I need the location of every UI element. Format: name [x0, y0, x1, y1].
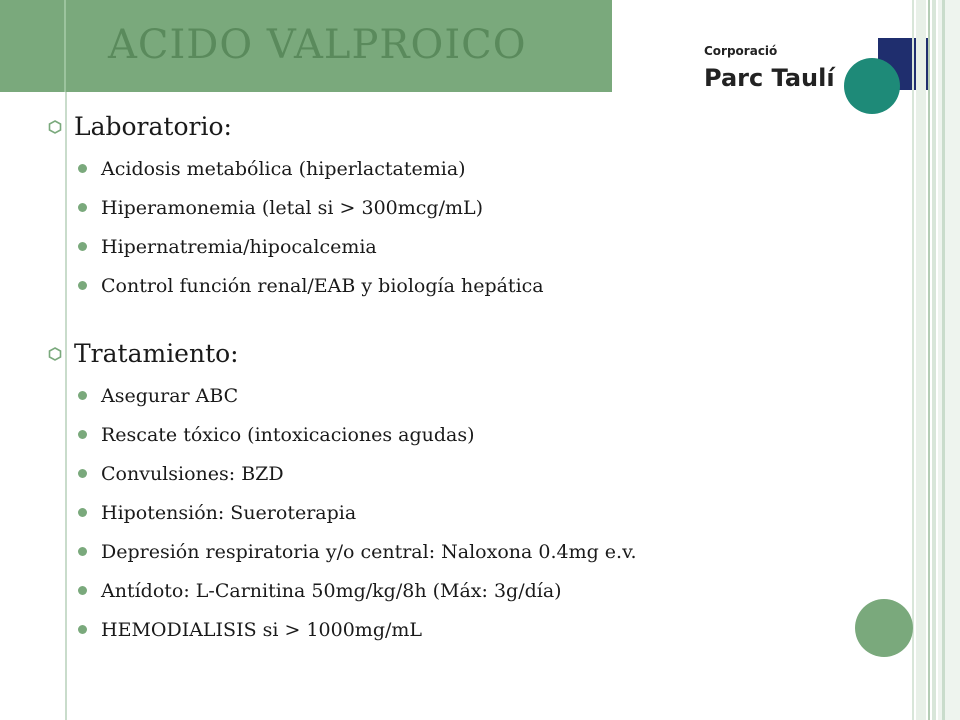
list-item-text: Asegurar ABC: [101, 384, 239, 407]
bullet-list: [48, 149, 868, 305]
list-item: [78, 415, 868, 454]
list-item: [78, 610, 868, 649]
list-item: [78, 493, 868, 532]
title-band-stripe: [64, 0, 66, 92]
bullet-dot-icon: [78, 430, 87, 439]
bullet-dot-icon: [78, 586, 87, 595]
list-item-text: Hipotensión: Sueroterapia: [101, 501, 357, 524]
bullet-dot-icon: [78, 391, 87, 400]
bullet-dot-icon: [78, 242, 87, 251]
section-heading-text: Tratamiento:: [74, 339, 239, 368]
bullet-dot-icon: [78, 164, 87, 173]
list-item-text: HEMODIALISIS si > 1000mg/mL: [101, 618, 423, 641]
list-item-text: Convulsiones: BZD: [101, 462, 284, 485]
list-item-text: Control función renal/EAB y biología hepática: [101, 274, 544, 297]
slide-content: [48, 112, 868, 683]
list-item-text: Hipernatremia/hipocalcemia: [101, 235, 377, 258]
bullet-dot-icon: [78, 547, 87, 556]
slide-title: ACIDO VALPROICO: [108, 22, 527, 68]
section-tratamiento: [48, 339, 868, 649]
list-item-text: Antídoto: L-Carnitina 50mg/kg/8h (Máx: 3g/día): [101, 579, 562, 602]
list-item: [78, 376, 868, 415]
list-item: [78, 266, 868, 305]
list-item-text: Hiperamonemia (letal si > 300mcg/mL): [101, 196, 484, 219]
right-decoration: [912, 0, 960, 720]
logo-line2: Parc Taulí: [704, 64, 835, 92]
logo-line1: Corporació: [704, 44, 778, 58]
hexagon-bullet-icon: [48, 347, 62, 361]
list-item: [78, 149, 868, 188]
list-item-text: Acidosis metabólica (hiperlactatemia): [101, 157, 466, 180]
list-item-text: Rescate tóxico (intoxicaciones agudas): [101, 423, 475, 446]
section-laboratorio: [48, 112, 868, 305]
bullet-dot-icon: [78, 508, 87, 517]
bullet-dot-icon: [78, 203, 87, 212]
list-item: [78, 454, 868, 493]
list-item: [78, 227, 868, 266]
hexagon-bullet-icon: [48, 120, 62, 134]
logo: [700, 30, 940, 120]
list-item: [78, 188, 868, 227]
bullet-dot-icon: [78, 469, 87, 478]
list-item: [78, 571, 868, 610]
bullet-dot-icon: [78, 625, 87, 634]
section-heading-text: Laboratorio:: [74, 112, 232, 141]
bullet-list: [48, 376, 868, 649]
section-heading: [48, 339, 868, 368]
list-item-text: Depresión respiratoria y/o central: Naloxona 0.4mg e.v.: [101, 540, 637, 563]
section-heading: [48, 112, 868, 141]
bullet-dot-icon: [78, 281, 87, 290]
list-item: [78, 532, 868, 571]
